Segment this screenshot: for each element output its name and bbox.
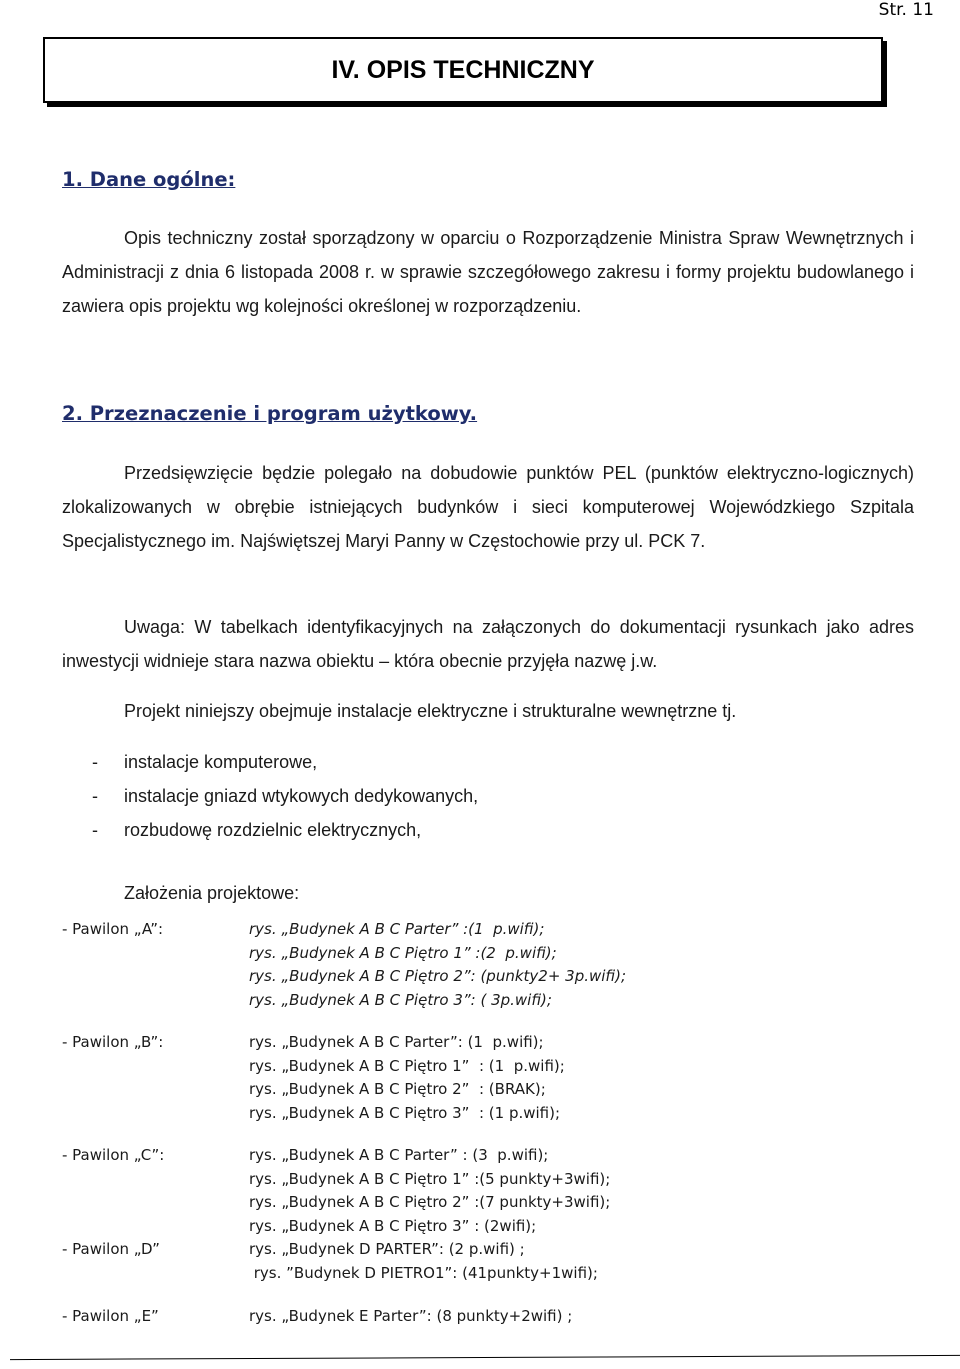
page-number: Str. 11 [878,0,934,20]
pavilion-b-block [62,1031,565,1125]
pavilion-drawing-item: rys. „Budynek A B C Parter” :(1 p.wifi); [249,920,545,938]
pavilion-label: - Pawilon „E” [62,1307,159,1325]
pavilion-drawing-item: rys. „Budynek A B C Piętro 3” : (2wifi); [249,1216,537,1235]
heading-general-data: 1. Dane ogólne: [62,168,236,191]
heading-purpose: 2. Przeznaczenie i program użytkowy. [62,402,478,425]
paragraph-general-data [62,221,914,323]
pavilion-drawing-item: rys. „Budynek A B C Piętro 2”: (punkty2+ 3p.wifi); [249,967,627,985]
pavilion-label: - Pawilon „D” [62,1240,160,1258]
pavilion-drawing-item: rys. „Budynek A B C Piętro 2” :(7 punkty+3wifi); [249,1193,611,1211]
pavilion-drawing-item: rys. „Budynek A B C Piętro 3” : (1 p.wifi); [249,1103,561,1122]
paragraph-project-scope-text: Przedsięwzięcie będzie polegało na dobudowie punktów PEL (punktów elektryczno-logicznych) zlokalizowanych w obrębie istniejących budynków i sieci komputerowej Wojewódzkiego Szpitala Specjalistycznego im. Najświętszej Maryi Panny w Częstochowie przy ul. PCK 7. [62,463,914,551]
pavilion-drawing-item: rys. „Budynek A B C Piętro 2” : (BRAK); [249,1080,546,1098]
pavilion-drawing-item: rys. „Budynek A B C Piętro 1” :(5 punkty+3wifi); [249,1169,611,1188]
section-title-box [43,37,883,103]
list-item: - instalacje gniazd wtykowych dedykowanych, [92,786,479,806]
list-item: - rozbudowę rozdzielnic elektrycznych, [92,820,422,840]
pavilion-drawing-item: rys. „Budynek D PARTER”: (2 p.wifi) ; [249,1240,525,1258]
pavilion-c-block [62,1144,610,1238]
pavilion-label: - Pawilon „C”: [62,1146,165,1164]
paragraph-note-text: Uwaga: W tabelkach identyfikacyjnych na załączonych do dokumentacji rysunkach jako adres inwestycji widnieje stara nazwa obiektu – która obecnie przyjęła nazwę j.w. [62,617,914,671]
pavilion-label: - Pawilon „A”: [62,920,164,938]
pavilion-drawing-item: rys. „Budynek A B C Piętro 3”: ( 3p.wifi); [249,990,552,1009]
installations-list [92,745,478,847]
pavilion-drawing-item: rys. „Budynek A B C Parter” : (3 p.wifi); [249,1146,549,1164]
paragraph-project-scope [62,456,914,558]
pavilion-d-block [62,1238,598,1285]
assumptions-label: Założenia projektowe: [124,883,300,903]
paragraph-note [62,610,914,678]
pavilion-drawing-item: rys. „Budynek E Parter”: (8 punkty+2wifi) ; [249,1307,573,1325]
paragraph-includes-text: Projekt niniejszy obejmuje instalacje elektryczne i strukturalne wewnętrzne tj. [124,701,737,721]
list-item: - instalacje komputerowe, [92,752,318,772]
pavilion-drawing-item: rys. „Budynek A B C Piętro 1” :(2 p.wifi); [249,943,557,962]
pavilion-drawing-item: rys. ”Budynek D PIETRO1”: (41punkty+1wifi); [249,1263,598,1282]
pavilion-drawing-item: rys. „Budynek A B C Parter”: (1 p.wifi); [249,1033,544,1051]
paragraph-includes [62,694,914,728]
section-title: IV. OPIS TECHNICZNY [331,55,595,84]
pavilion-drawing-item: rys. „Budynek A B C Piętro 1” : (1 p.wifi); [249,1056,565,1075]
pavilion-e-block [62,1305,572,1329]
pavilion-a-block [62,918,626,1012]
paragraph-general-data-text: Opis techniczny został sporządzony w oparciu o Rozporządzenie Ministra Spraw Wewnętrznych i Administracji z dnia 6 listopada 2008 r. w sprawie szczegółowego zakresu i formy projektu budowlanego i zawiera opis projektu wg kolejności określonej w rozporządzeniu. [62,228,914,316]
footer-divider [10,1355,960,1360]
pavilion-label: - Pawilon „B”: [62,1033,164,1051]
